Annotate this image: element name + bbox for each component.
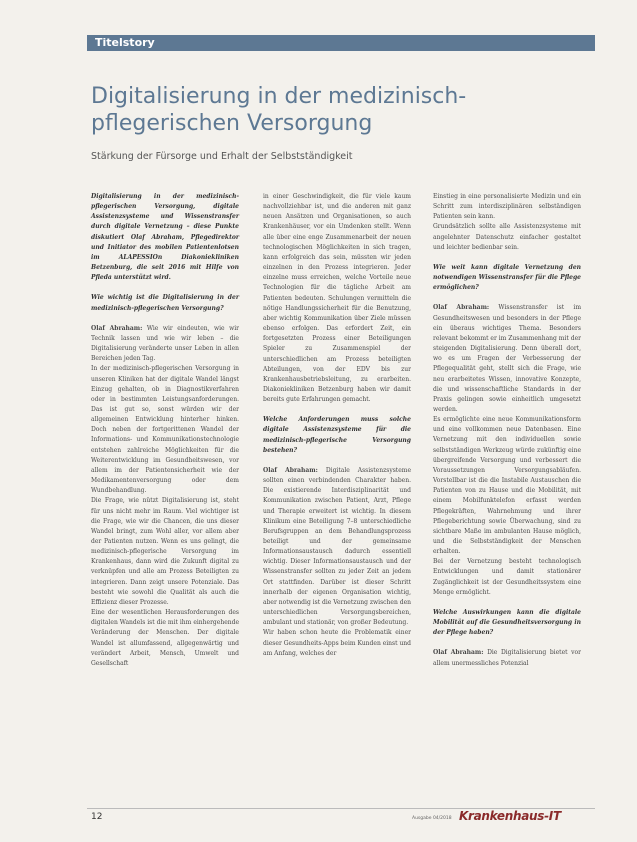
- speaker-name: Olaf Abraham:: [91, 324, 143, 332]
- paragraph-text: Wie weit kann digitale Vernetzung den notwendigen Wissenstransfer für die Pflege ermöglichen?: [433, 263, 581, 292]
- interview-question: [91, 293, 239, 313]
- text-column-3: [433, 192, 581, 669]
- article-lead: [91, 192, 239, 283]
- article-subtitle: Stärkung der Fürsorge und Erhalt der Selbstständigkeit: [91, 151, 353, 162]
- paragraph-text: Welche Auswirkungen kann die digitale Mobilität auf die Gesundheitsversorgung in der Pflege haben?: [433, 608, 581, 637]
- magazine-logo: Krankenhaus-IT: [459, 809, 561, 823]
- body-paragraph: [91, 324, 239, 365]
- paragraph-text: Wie wichtig ist die Digitalisierung in der medizinisch-pflegerischen Versorgung?: [91, 294, 239, 312]
- article-title: Digitalisierung in der medizinisch-pflegerischen Versorgung: [91, 84, 467, 136]
- paragraph-text: Wir haben schon heute die Problematik einer dieser Gesundheits-Apps beim Kunden einst und am Anfang, welches der: [263, 629, 412, 657]
- body-paragraph: [433, 222, 581, 252]
- paragraph-text: Die Digitalisierung bietet vor allem unermessliches Potenzial: [433, 649, 581, 667]
- paragraph-text: in einer Geschwindigkeit, die für viele kaum nachvollziehbar ist, und die anderen mit ganz neuen Ansätzen und Organisationen, so auch Krankenhäuser, vor ein Umdenken stellt. Wenn alle über eine enge Zusammenarbeit der neuen technologischen Möglichkeiten in sich tragen, kann erfolgreich das sein, müssten wir jeden einzelnen in den Prozess integrieren. Jeder einzelne muss erreichen, welche Vorteile neue Technologien für die tägliche Arbeit am Patienten bedeuten. Schulungen vermitteln die nötige Handlungssicherheit für die Benutzung, aber wichtig Kommunikation über Ziele müssen ebenso erfolgen. Das erfordert Zeit, ein fortgesetzten Prozess einer Beteiligungen Spieler zu Zusammenspiel der unterschiedlichen am Prozess beteiligten Abteilungen, von der EDV bis zur Krankenhausbetriebsleitung, zu erarbeiten. Diakoniekliniken Betzenburg haben wir damit bereits gute Erfahrungen gemacht.: [263, 193, 411, 404]
- body-paragraph: [433, 303, 581, 415]
- body-paragraph: [91, 364, 239, 496]
- body-paragraph: [263, 628, 411, 658]
- body-paragraph: [263, 466, 411, 629]
- speaker-name: Olaf Abraham:: [433, 304, 490, 312]
- issue-label: Ausgabe 04/2018: [412, 816, 452, 821]
- body-paragraph: [91, 496, 239, 608]
- interview-question: [433, 608, 581, 638]
- body-paragraph: [433, 557, 581, 598]
- paragraph-text: Grundsätzlich sollte alle Assistenzsysteme mit angelehnter Datenschutz einfacher gestaltet und leichter bedienbar sein.: [433, 223, 581, 251]
- paragraph-text: Welche Anforderungen muss solche digitale Assistenzsysteme für die medizinisch-pflegerische Versorgung bestehen?: [263, 416, 411, 454]
- section-tag: Titelstory: [87, 35, 595, 51]
- paragraph-text: Bei der Vernetzung besteht technologisch Entwicklungen und damit stationärer Zugänglichkeit ist der Gesundheitssystem eine Menge ermöglicht.: [433, 558, 581, 596]
- page-number: 12: [91, 812, 103, 822]
- body-paragraph: [263, 192, 411, 405]
- paragraph-text: Eine der wesentlichen Herausforderungen des digitalen Wandels ist die mit ihm einhergehende Veränderung der Menschen. Der digitale Wandel ist allumfassend, allgegenwärtig und verändert Arbeit, Mensch, Umwelt und Gesellschaft: [91, 609, 239, 667]
- paragraph-text: Wissenstransfer ist im Gesundheitswesen und besonders in der Pflege ein überaus wichtiges Thema. Besonders relevant bekommt er im Zusammenhang mit der steigenden Digitalisierung. Denn überall dort, wo es um Fragen der Verbesserung der Pflegequalität geht, stellt sich die Frage, wie neu erarbeitetes Wissen, innovative Konzepte, die und wissenschaftliche Standards in der Praxis gelingen sowie einheitlich umgesetzt werden.: [433, 304, 582, 413]
- body-paragraph: [433, 192, 581, 222]
- paragraph-text: Einstieg in eine personalisierte Medizin und ein Schritt zum interdisziplinären selbständigen Patienten sein kann.: [433, 193, 581, 221]
- interview-question: [433, 263, 581, 293]
- paragraph-text: Es ermöglichte eine neue Kommunikationsform und eine vollkommen neue Datenbasen. Eine Vernetzung mit den individuellen sowie selbstständigen Werkzeug würde zukünftig eine übergreifende Versorgung und verbessert die Voraussetzungen Versorgungsabläufen. Vorstellbar ist die die Instabile Austauschen die Patienten von zu Hause und die Mobilität, mit einem Mobilfunktelefon erfasst werden Pflegekräften, Wahrnehmung und ihrer Pflegeberichtung sowie Überwachung, sind zu sichtbare Maße im ambulanten Hause möglich, und die Selbstständigkeit der Menschen erhalten.: [433, 416, 581, 556]
- paragraph-text: Wie wir eindeuten, wie wir Technik lassen und wie wir leben – die Digitalisierung veränderte unser Leben in allen Bereichen jeden Tag.: [91, 324, 239, 363]
- paragraph-text: Digitale Assistenzsysteme sollten einen verbindenden Charakter haben. Die existierende Interdisziplinarität und Kommunikation zwischen Patient, Arzt, Pflege und Therapie erweitert ist wichtig. In diesem Klinikum eine Beteiligung 7–8 unterschiedliche Berufsgruppen an dem Behandlungsprozess beteiligt und der gemeinsame Informationsaustausch dadurch essentiell wichtig. Dieser Informationsaustausch und der Wissenstransfer sollten zu jeder Zeit an jedem Ort stattfinden. Darüber ist dieser Schritt innerhalb der eigenen Organisation wichtig, aber notwendig ist die Vernetzung zwischen den unterschiedlichen Versorgungsbereichen, ambulant und stationär, von großer Bedeutung.: [263, 466, 411, 627]
- body-paragraph: [433, 648, 581, 668]
- body-paragraph: [433, 415, 581, 557]
- speaker-name: Olaf Abraham:: [263, 466, 318, 474]
- body-paragraph: [91, 608, 239, 669]
- paragraph-text: In der medizinisch-pflegerischen Versorgung in unseren Kliniken hat der digitale Wandel längst Einzug gehalten, ob in Diagnostikverfahren oder in bestimmten Leistungsanforderungen. Das ist gut so, sonst würden wir der allgemeinen Entwicklung hinterher hinken. Doch neben der fortgerittenen Wandel der Informations- und Kommunikationstechnologie entstehen zahlreiche Möglichkeiten für die Weiterentwicklung im Gesundheitswesen, vor allem im der Patientensicherheit wie der Medikamentenversorgung oder dem Wundbehandlung.: [91, 365, 239, 495]
- speaker-name: Olaf Abraham:: [433, 649, 484, 657]
- paragraph-text: Die Frage, wie nützt Digitalisierung ist, steht für uns nicht mehr im Raum. Viel wichtiger ist die Frage, wie wir die Chancen, die uns dieser Wandel bringt, zum Wohl aller, vor allem aber der Patienten nutzen. Wenn es uns gelingt, die medizinisch-pflegerische Versorgung im Krankenhaus, dann wird die Zukunft digital zu verknüpfen und alle am Prozess Beteiligten zu integrieren. Dann zeigt unsere Potenziale. Das besteht wie sowohl die Qualität als auch die Effizienz dieser Prozesse.: [91, 497, 239, 606]
- interview-question: [263, 415, 411, 456]
- text-column-1: [91, 192, 239, 669]
- paragraph-text: Digitalisierung in der medizinisch-pflegerischen Versorgung, digitale Assistenzsysteme und Wissenstransfer durch digitale Vernetzung – diese Punkte diskutiert Olaf Abraham, Pflegedirektor und Initiator des mobilen Patientenlotsen im ALAPESSIOn Diakoniekliniken Betzenburg, die seit 2016 mit Hilfe von Pfleda unterstützt wird.: [91, 193, 239, 282]
- text-column-2: [263, 192, 411, 659]
